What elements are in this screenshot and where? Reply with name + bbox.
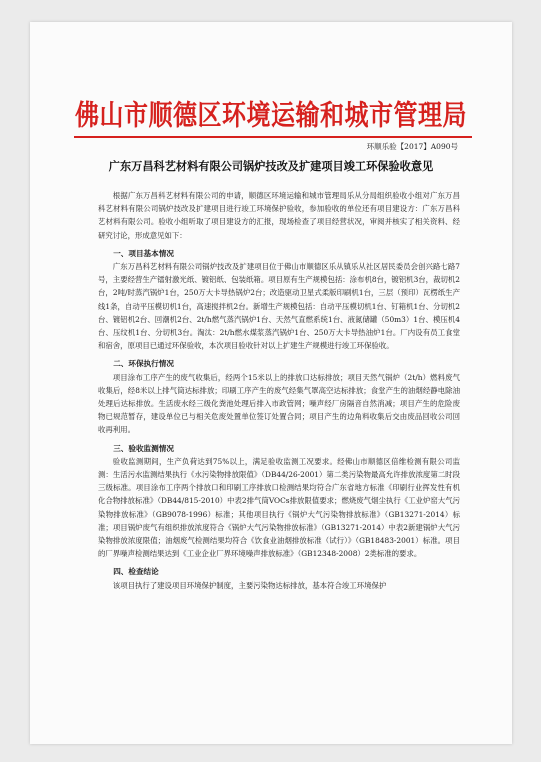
section-heading-env-execution: 二、环保执行情况: [113, 359, 174, 369]
section-body-conclusion: 该项目执行了建设项目环境保护制度，主要污染物达标排放，基本符合竣工环境保护: [112, 580, 387, 590]
section-heading-conclusion: 四、检查结论: [113, 567, 159, 577]
document-body: [98, 189, 460, 592]
document-number: 环顺乐验【2017】A090号: [366, 142, 458, 151]
intro-paragraph: 根据广东万昌科艺材料有限公司的申请，顺德区环境运输和城市管理局乐从分局组织验收小组对广东万昌科艺材料有限公司锅炉技改及扩建项目进行竣工环境保护验收，参加验收的单位还有项目建设方：广东万昌科艺材料有限公司。验收小组听取了项目建设方的汇报，现场检查了项目经营状况，审阅并核实了相关资料、经研究讨论，形成意见如下：: [98, 191, 460, 240]
section-heading-monitoring: 三、验收监测情况: [113, 443, 174, 453]
section-heading-basic-info: 一、项目基本情况: [113, 248, 174, 258]
section-body-basic-info: 广东万昌科艺材料有限公司锅炉技改及扩建项目位于佛山市顺德区乐从镇乐从社区居民委员会创兴路七路7号，主要经营生产镭射激光纸、镀铝纸、包装纸箱。项目原有生产规模包括：涂布机8台，镀铝机3台，裁切机2台，2吨/时蒸汽锅炉1台，250万大卡导热锅炉2台；改造驱动卫星式柔版印刷机1台，三层（预印）瓦楞纸生产线1条，自动平压模切机1台，高速搅拌机2台。新增生产规模包括：自动平压模切机1台、钉箱机1台、分切机2台、镀铝机2台、回潮机2台、2t/h燃气蒸汽锅炉1台、天然气直燃系统1台、液氮储罐（50m3）1台、模压机4台、压纹机1台、分切机3台。淘汰：2t/h燃水煤浆蒸汽锅炉1台、250万大卡导热油炉1台。厂内设有员工食堂和宿舍，原项目已通过环保验收，本次项目验收针对以上扩建生产规模进行竣工环保验收。: [98, 262, 460, 351]
letterhead-red-rule: [74, 136, 472, 138]
document-page: [30, 22, 512, 744]
document-title: 广东万昌科艺材料有限公司锅炉技改及扩建项目竣工环保验收意见: [108, 159, 434, 173]
section-body-monitoring: 验收监测期间，生产负荷达到75%以上，满足验收监测工况要求。经佛山市顺德区倍维检测有限公司监测：生活污水监测结果执行《水污染物排放限值》（DB44/26-2001）第二类污染物最高允许排放浓度第二时段三级标准。项目涂布工序两个排放口和印刷工序排放口检测结果均符合广东省地方标准《印刷行业挥发性有机化合物排放标准》（DB44/815-2010）中表2排气筒VOCs排放限值要求；燃烧废气烟尘执行《工业炉窑大气污染物排放标准》（GB9078-1996）标准；其他项目执行《锅炉大气污染物排放标准》（GB13271-2014）标准；项目锅炉废气有组织排放浓度符合《锅炉大气污染物排放标准》（GB13271-2014）中表2新建锅炉大气污染物排放浓度限值；油烟废气检测结果均符合《饮食业油烟排放标准（试行）》（GB18483-2001）标准。项目的厂界噪声检测结果达到《工业企业厂界环境噪声排放标准》（GB12348-2008）2类标准的要求。: [98, 456, 460, 559]
section-body-env-execution: 项目涂布工序产生的废气收集后，经两个15米以上的排放口达标排放；项目天然气锅炉（2t/h）燃料废气收集后，经8米以上排气筒达标排放；印刷工序产生的废气经集气罩高空达标排放；食堂产生的油烟经静电除油处理后达标排放。生活废水经三级化粪池处理后排入市政管网；噪声经厂房隔音自然消减；项目产生的危险废物已规范暂存，建设单位已与相关危废处置单位签订处置合同；项目产生的边角料收集后交由废品回收公司回收再利用。: [98, 372, 460, 435]
letterhead-org-name: 佛山市顺德区环境运输和城市管理局: [75, 99, 467, 132]
